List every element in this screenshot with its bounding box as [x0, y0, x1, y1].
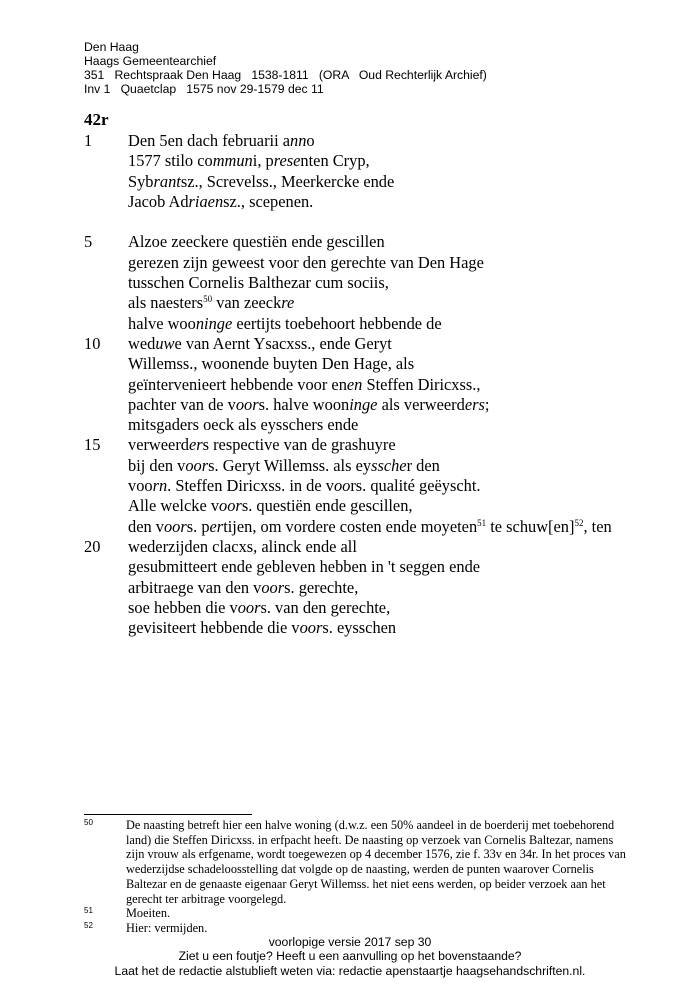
header-inventory: Inv 1 Quaetclap 1575 nov 29-1579 dec 11: [84, 82, 324, 96]
text-segment: s. p: [186, 516, 210, 536]
line-text: [128, 151, 370, 171]
text-segment: van zeeck: [212, 293, 282, 313]
header-collection: 351 Rechtspraak Den Haag 1538-1811 (ORA Oud Rechterlijk Archief): [84, 68, 487, 82]
line-text: [128, 192, 313, 212]
text-segment: rs. qualité geëyscht.: [350, 476, 481, 496]
text-segment: nten Cryp,: [300, 151, 370, 171]
expanded-abbreviation: uw: [155, 333, 175, 353]
text-segment: sz., Screvelss., Meerkercke ende: [180, 171, 395, 191]
footnote-reference: 52: [574, 517, 584, 528]
text-segment: bij den v: [128, 455, 186, 475]
expanded-abbreviation: en: [346, 374, 363, 394]
line-text: [128, 273, 389, 293]
line-number: 1: [84, 131, 93, 150]
version-note: voorlopige versie 2017 sep 30: [268, 935, 432, 949]
archive-header: [84, 40, 487, 96]
text-segment: mitsgaders oeck als eysschers ende: [128, 415, 359, 435]
text-segment: gerezen zijn geweest voor den gerechte van Den Hage: [128, 252, 484, 272]
footnote-number: 50: [84, 818, 93, 827]
line-text: [128, 395, 489, 415]
expanded-abbreviation: inge: [349, 394, 378, 414]
feedback-contact: Laat het de redactie alstublieft weten via: redactie apenstaartje haagsehandschriften.nl.: [114, 963, 586, 978]
text-segment: i, p: [252, 151, 274, 171]
text-segment: gevisiteert hebbende die v: [128, 618, 300, 638]
expanded-abbreviation: rant: [153, 171, 181, 191]
text-segment: sz., scepenen.: [223, 191, 314, 211]
line-text: [128, 232, 385, 252]
footnotes: [84, 818, 626, 936]
text-segment: als naesters: [128, 293, 204, 313]
expanded-abbreviation: oor: [235, 394, 259, 414]
line-text: [128, 293, 294, 313]
footnote-text: Moeiten.: [126, 906, 171, 921]
footnote-reference: 50: [203, 294, 213, 305]
footnote-divider: [84, 814, 252, 815]
text-segment: e van Aernt Ysacxss., ende Geryt: [174, 333, 392, 353]
expanded-abbreviation: rese: [273, 151, 301, 171]
line-text: [128, 131, 315, 151]
header-archive: Haags Gemeentearchief: [84, 54, 217, 68]
text-segment: eertijts toebehoort hebbende de: [232, 313, 442, 333]
line-text: [128, 578, 358, 598]
footnote-text: Hier: vermijden.: [126, 920, 208, 935]
text-segment: s respective van de grashuyre: [202, 435, 396, 455]
text-segment: Syb: [128, 171, 154, 191]
line-text: [128, 456, 440, 476]
line-number: 15: [84, 435, 101, 455]
text-segment: wed: [128, 333, 156, 353]
text-segment: Den 5en dach februarii a: [128, 131, 291, 150]
text-segment: halve woo: [128, 313, 196, 333]
expanded-abbreviation: oor: [163, 516, 187, 536]
feedback-question: Ziet u een foutje? Heeft u een aanvulling op het bovenstaande?: [178, 949, 522, 964]
text-segment: . Steffen Diricxss. in de v: [167, 476, 334, 496]
line-number: 5: [84, 232, 93, 252]
text-segment: Alle welcke v: [128, 496, 220, 516]
text-segment: Jacob Ad: [128, 191, 189, 211]
expanded-abbreviation: oor: [299, 618, 323, 638]
line-text: [128, 517, 612, 537]
text-segment: ;: [484, 394, 490, 414]
line-text: [128, 354, 414, 374]
expanded-abbreviation: riaen: [188, 191, 224, 211]
text-segment: Willemss., woonende buyten Den Hage, als: [128, 354, 415, 374]
text-segment: te schuw[en]: [486, 516, 575, 536]
text-segment: voo: [128, 476, 153, 496]
expanded-abbreviation: nn: [290, 131, 307, 150]
text-segment: verweerd: [128, 435, 189, 455]
expanded-abbreviation: ssche: [371, 455, 407, 475]
header-city: Den Haag: [84, 40, 139, 54]
line-text: [128, 537, 357, 557]
expanded-abbreviation: oor: [185, 455, 209, 475]
expanded-abbreviation: oo: [333, 476, 351, 496]
text-segment: als verweerd: [377, 394, 465, 414]
footnote: [84, 906, 626, 921]
expanded-abbreviation: ninge: [195, 313, 233, 333]
line-text: [128, 557, 480, 577]
line-text: [128, 415, 358, 435]
expanded-abbreviation: oor: [219, 496, 242, 516]
expanded-abbreviation: er: [188, 435, 203, 455]
folio-number: 42r: [84, 110, 109, 129]
text-segment: s. gerechte,: [284, 577, 359, 597]
text-segment: , ten: [583, 516, 612, 536]
line-text: [128, 253, 484, 273]
text-segment: pachter van de v: [128, 394, 236, 414]
line-text: [128, 618, 396, 638]
text-segment: Steffen Diricxss.,: [362, 374, 481, 394]
line-number: 10: [84, 333, 101, 353]
text-segment: soe hebben die v: [128, 597, 238, 617]
line-number: 20: [84, 536, 101, 556]
footnote: [84, 921, 626, 936]
text-segment: gesubmitteert ende gebleven hebben in 't seggen ende: [128, 557, 481, 577]
line-text: [128, 476, 481, 496]
text-segment: s. halve woon: [258, 394, 350, 414]
text-segment: den v: [128, 516, 164, 536]
text-segment: s. questiën ende gescillen,: [241, 496, 413, 516]
footnote-number: 52: [84, 920, 93, 930]
text-segment: s. van den gerechte,: [260, 597, 391, 617]
text-segment: tijen, om vordere costen ende moyeten: [223, 516, 478, 536]
line-text: [128, 496, 413, 516]
line-text: [128, 375, 480, 395]
footnote: [84, 818, 626, 906]
text-segment: tusschen Cornelis Balthezar cum sociis,: [128, 273, 389, 293]
line-text: [128, 334, 392, 354]
footnote-reference: 51: [477, 517, 487, 528]
expanded-abbreviation: oor: [237, 597, 261, 617]
line-text: [128, 314, 442, 334]
expanded-abbreviation: re: [281, 293, 295, 313]
page-footer: [0, 935, 700, 978]
footnote-text: De naasting betreft hier een halve woning (d.w.z. een 50% aandeel in de boerderij met toebehorend land) die Steffen Diricxss. in erfpacht heeft. De naasting op verzoek van Cornelis Baltezar, namens zijn vrouw als erfgename, wordt toegewezen op 4 december 1576, zie f. 33v en 34r. In het proces van wederzijdse schadeloosstelling dat volgde op de naasting, werden de punten waarover Cornelis Baltezar en de genaaste eigenaar Geryt Willemss. het niet eens werden, op beider verzoek aan het gerecht ter arbitrage voorgelegd.: [126, 818, 626, 906]
text-segment: arbitraege van den v: [128, 577, 262, 597]
expanded-abbreviation: er: [209, 516, 224, 536]
expanded-abbreviation: oor: [261, 577, 285, 597]
expanded-abbreviation: ers: [464, 394, 485, 414]
text-segment: wederzijden clacxs, alinck ende all: [128, 536, 357, 556]
expanded-abbreviation: mmun: [212, 151, 253, 171]
text-segment: s. Geryt Willemss. als ey: [208, 455, 372, 475]
line-text: [128, 435, 396, 455]
line-text: [128, 598, 390, 618]
text-segment: o: [306, 131, 315, 150]
expanded-abbreviation: rn: [152, 476, 168, 496]
text-segment: geïntervenieert hebbende voor en: [128, 374, 347, 394]
text-segment: Alzoe zeeckere questiën ende gescillen: [128, 232, 385, 252]
line-text: [128, 172, 394, 192]
text-segment: r den: [406, 455, 440, 475]
text-segment: s. eysschen: [322, 618, 397, 638]
footnote-number: 51: [84, 906, 93, 916]
text-segment: 1577 stilo co: [128, 151, 213, 171]
